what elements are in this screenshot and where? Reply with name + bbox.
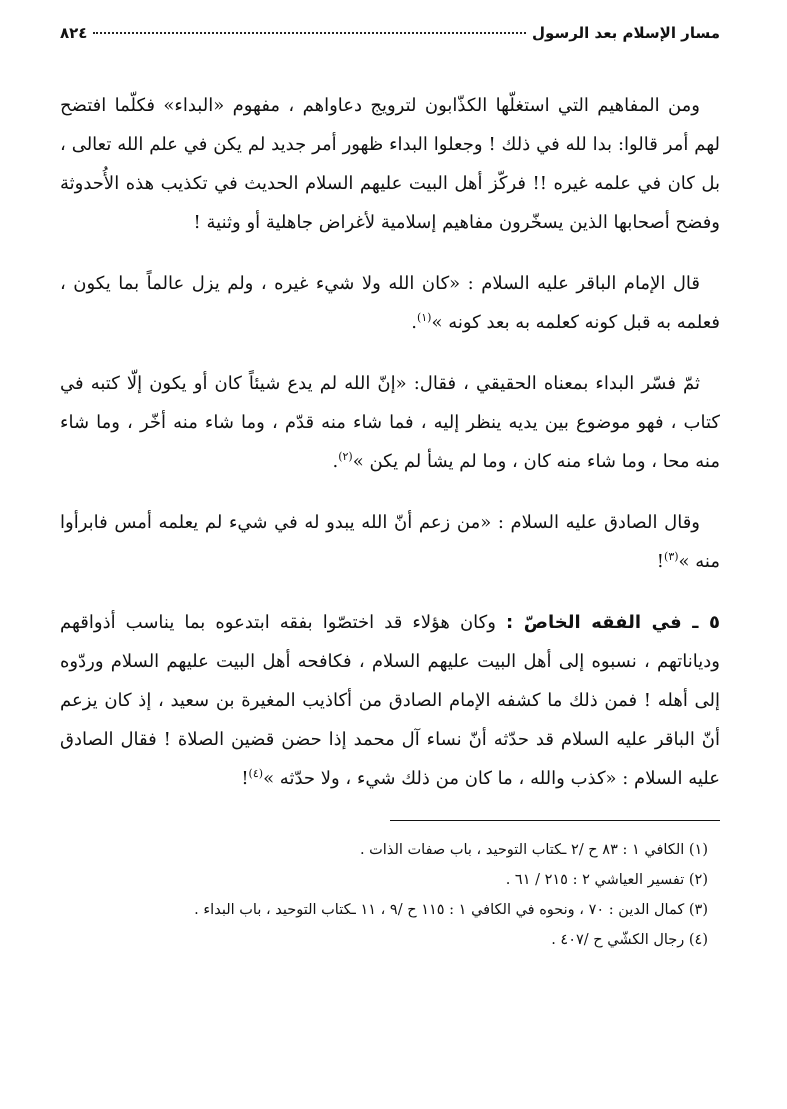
footnote-1: (١) الكافي ١ : ٨٣ ح /٢ ـكتاب التوحيد ، باب صفات الذات . <box>359 842 708 858</box>
footnote-ref[interactable]: (٣) <box>664 550 679 563</box>
book-title: مسار الإسلام بعد الرسول <box>532 24 720 42</box>
footnote-separator <box>390 820 720 821</box>
page-number: ٨٢٤ <box>60 24 88 42</box>
paragraph-5 <box>60 603 720 798</box>
paragraph-text: ثمّ فسّر البداء بمعناه الحقيقي ، فقال: «إنّ الله لم يدع شيئاً كان أو يكون إلّا كتبه في كتاب ، فهو موضوع بين يديه ينظر إليه ، فما شاء منه قدّم ، وما شاء منه أخّر ، وما شاء منه محا ، وما شاء منه كان ، وما لم يشأ لم يكن » <box>60 373 720 472</box>
paragraph-text: ومن المفاهيم التي استغلّها الكذّابون لترويج دعاواهم ، مفهوم «البداء» فكلّما افتضح لهم أمر قالوا: بدا لله في ذلك ! وجعلوا البداء ظهور أمر جديد لم يكن في علم الله تعالى ، بل كان في علمه غيره !! فركّز أهل البيت عليهم السلام الحديث في تكذيب هذه الأُحدوثة وفضح أصحابها الذين يسخّرون مفاهيم إسلامية لأغراض جاهلية أو وثنية ! <box>60 95 720 233</box>
header-leader-dots <box>93 32 526 34</box>
body-text <box>60 86 720 798</box>
paragraph-3 <box>60 364 720 481</box>
document-page <box>60 24 720 955</box>
paragraph-4 <box>60 503 720 581</box>
paragraph-tail: ! <box>656 551 665 572</box>
paragraph-tail: ! <box>241 768 249 789</box>
paragraph-2 <box>60 264 720 342</box>
section-label: ٥ ـ في الفقه الخاصّ : <box>505 612 720 633</box>
footnote-3: (٣) كمال الدين : ٧٠ ، ونحوه في الكافي ١ : ١١٥ ح /٩ ، ١١ ـكتاب التوحيد ، باب البداء . <box>194 902 708 918</box>
paragraph-tail: . <box>332 451 339 472</box>
footnotes-list <box>60 835 720 955</box>
running-header <box>60 24 720 50</box>
paragraph-tail: . <box>411 312 417 333</box>
paragraph-1 <box>60 86 720 242</box>
paragraph-text: وقال الصادق عليه السلام : «من زعم أنّ الله يبدو له في شيء لم يعلمه أمس فابرأوا منه » <box>60 512 720 572</box>
footnote-ref[interactable]: (٤) <box>248 767 264 780</box>
footnote-ref[interactable]: (١) <box>416 311 432 324</box>
paragraph-text: وكان هؤلاء قد اختصّوا بفقه ابتدعوه بما يناسب أذواقهم ودياناتهم ، نسبوه إلى أهل البيت عليهم السلام ، فكافحه أهل البيت عليهم السلام وردّوه إلى أهله ! فمن ذلك ما كشفه الإمام الصادق من أكاذيب المغيرة بن سعيد ، إذ كان يزعم أنّ الباقر عليه السلام قد حدّثه أنّ نساء آل محمد إذا حضن قضين الصلاة ! فقال الصادق عليه السلام : «كذب والله ، ما كان من ذلك شيء ، ولا حدّثه » <box>60 612 720 789</box>
footnote-4: (٤) رجال الكشّي ح /٤٠٧ . <box>551 932 708 948</box>
footnote-2: (٢) تفسير العياشي ٢ : ٢١٥ / ٦١ . <box>505 872 708 888</box>
paragraph-text: قال الإمام الباقر عليه السلام : «كان الله ولا شيء غيره ، ولم يزل عالماً بما يكون ، فعلمه به قبل كونه كعلمه به بعد كونه » <box>60 273 720 333</box>
footnote-ref[interactable]: (٢) <box>338 450 353 463</box>
